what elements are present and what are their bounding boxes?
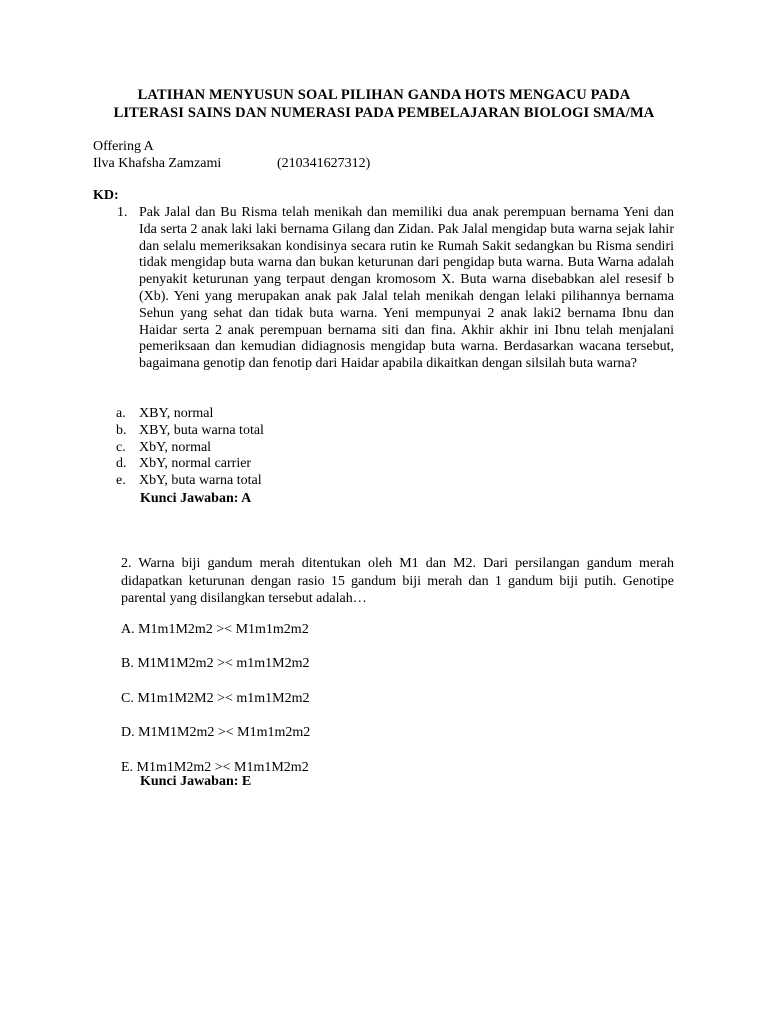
option-letter: d. bbox=[116, 456, 127, 472]
option-letter: a. bbox=[116, 406, 126, 421]
offering-label: Offering A bbox=[93, 139, 154, 154]
title-line-2: LITERASI SAINS DAN NUMERASI PADA PEMBELAJARAN BIOLOGI SMA/MA bbox=[113, 105, 655, 121]
option-text: XbY, normal bbox=[139, 439, 212, 455]
question-2-answer-key: Kunci Jawaban: E bbox=[140, 774, 252, 789]
title-line-1: LATIHAN MENYUSUN SOAL PILIHAN GANDA HOTS MENGACU PADA bbox=[137, 87, 631, 103]
option-letter: b. bbox=[116, 422, 127, 438]
option-text: XBY, buta warna total bbox=[139, 422, 264, 438]
option-a: A. M1m1M2m2 >< M1m1m2m2 bbox=[121, 622, 309, 637]
author-info bbox=[93, 138, 371, 172]
option-c: C. M1m1M2M2 >< m1m1M2m2 bbox=[121, 690, 310, 706]
option-letter: e. bbox=[116, 473, 126, 489]
question-1-number: 1. bbox=[117, 205, 128, 220]
option-text: XbY, buta warna total bbox=[139, 473, 262, 489]
option-d: D. M1M1M2m2 >< M1m1m2m2 bbox=[121, 725, 311, 741]
option-e: E. M1m1M2m2 >< M1m1M2m2 bbox=[121, 759, 309, 775]
option-letter: c. bbox=[116, 439, 126, 455]
option-text: XBY, normal bbox=[139, 406, 214, 421]
document-title bbox=[60, 86, 708, 122]
question-1-text: Pak Jalal dan Bu Risma telah menikah dan memiliki dua anak perempuan bernama Yeni dan Ida serta 2 anak laki laki bernama Gilang dan Zidan. Pak Jalal mengidap buta warna sejak lahir dan selalu memeriksakan kondisinya secara rutin ke Rumah Sakit sedangkan bu Risma sendiri tidak mengidap buta warna dan bukan keturunan dari pengidap buta warna. Buta Warna adalah penyakit keturunan yang terpaut dengan kromosom X. Buta warna disebabkan alel resesif b (Xb). Yeni yang merupakan anak pak Jalal telah menikah dengan lelaki pilihannya bernama Sehun yang sehat dan tidak buta warna. Yeni mempunyai 2 anak laki2 bernama Ibnu dan Haidar serta 2 anak perempuan bernama siti dan fina. Akhir akhir ini Ibnu telah menjalani pemeriksaan dan kemudian didiagnosis mengidap buta warna. Berdasarkan wacana tersebut, bagaimana genotip dan fenotip dari Haidar apabila dikaitkan dengan silsilah buta warna? bbox=[139, 205, 674, 372]
question-1-answer-key: Kunci Jawaban: A bbox=[140, 491, 252, 506]
option-text: XbY, normal carrier bbox=[139, 456, 252, 472]
author-nim: (210341627312) bbox=[277, 156, 371, 171]
author-row bbox=[93, 155, 371, 172]
author-name: Ilva Khafsha Zamzami bbox=[93, 156, 222, 171]
kd-label: KD: bbox=[93, 188, 119, 203]
question-2-options bbox=[121, 622, 310, 794]
option-b: B. M1M1M2m2 >< m1m1M2m2 bbox=[121, 656, 310, 672]
question-2-text: 2. Warna biji gandum merah ditentukan oleh M1 dan M2. Dari persilangan gandum merah didapatkan keturunan dengan rasio 15 gandum biji merah dan 1 gandum biji putih. Genotipe parental yang disilangkan tersebut adalah… bbox=[121, 556, 674, 606]
